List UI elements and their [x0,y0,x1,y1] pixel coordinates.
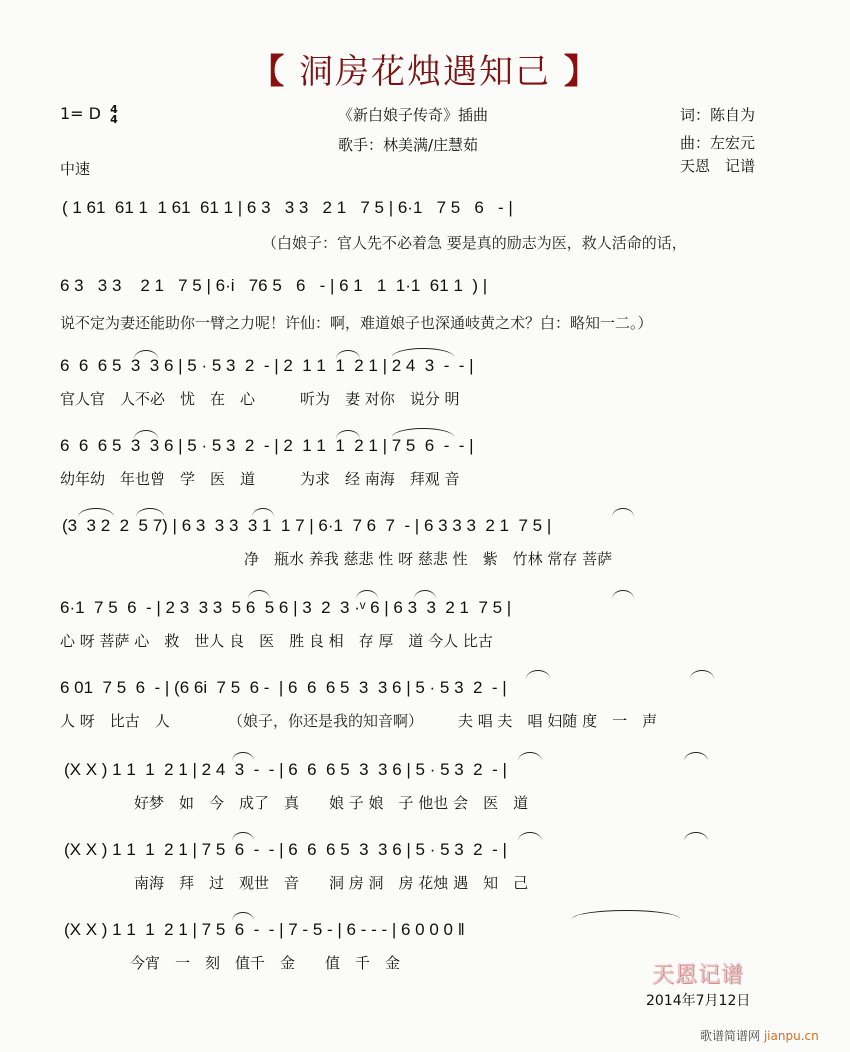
tempo-marking: 中速 [60,160,91,178]
slur-mark [684,752,708,761]
tie-mark [572,910,680,919]
notes-line-5: (3 3 2 2 5 7) | 6 3 3 3 3 1 1 7 | 6·1 7 6 7 - | 6 3 3 3 2 1 7 5 | [62,516,552,535]
score-title [0,44,850,93]
site-name: 歌谱简谱网 [700,1029,761,1043]
notes-line-6: 6·1 7 5 6 - | 2 3 3 3 5 6 5 6 | 3 2 3 ·ᵛ 6 | 6 3 3 2 1 7 5 | [60,598,512,617]
notes-line-2: 6 3 3 3 2 1 7 5 | 6·i 76 5 6 - | 6 1 1 1·1 61 1 ) | [60,276,488,295]
title-bracket-right: 】 [563,52,600,92]
spoken-line-7: （娘子，你还是我的知音啊） [228,712,424,730]
slur-mark [232,832,254,841]
lyrics-line-9: 南海 拜 过 观世 音 洞 房 洞 房 花烛 遇 知 己 [134,874,529,892]
slur-mark [518,752,542,761]
slur-mark [78,508,114,517]
slur-mark [684,832,708,841]
date-label: 2014年7月12日 [646,993,751,1009]
lyricist-label: 词：陈自为 [680,106,756,124]
notes-line-1: ( 1 61 61 1 1 61 61 1 | 6 3 3 3 2 1 7 5 | 6·1 7 5 6 - | [62,198,513,217]
notes-line-10: (X X ) 1 1 1 2 1 | 7 5 6 - - | 7 - 5 - | 6 - - - | 6 0 0 0 ‖ [64,920,465,939]
time-denominator: 4 [110,112,118,126]
tie-mark [392,428,454,437]
transcriber-label: 天恩 记谱 [680,157,756,175]
slur-mark [252,508,274,517]
composer-label: 曲：左宏元 [680,134,756,152]
lyrics-line-6: 心 呀 菩萨 心 救 世人 良 医 胜 良 相 存 厚 道 今人 比古 [60,632,493,650]
lyrics-line-10: 今宵 一 刻 值千 金 值 千 金 [130,954,401,972]
slur-mark [526,670,550,679]
notes-line-4: 6 6 6 5 3 3 6 | 5 · 5 3 2 - | 2 1 1 1 2 1 | 7 5 6 - - | [60,436,474,455]
spoken-line-1: （白娘子：官人先不必着急 要是真的励志为医，救人活命的话， [262,234,687,252]
slur-mark [134,430,158,439]
slur-mark [136,508,164,517]
singers-label: 歌手：林美满/庄慧茹 [338,136,479,154]
notes-line-9: (X X ) 1 1 1 2 1 | 7 5 6 - - | 6 6 6 5 3 3 6 | 5 · 5 3 2 - | [64,840,507,859]
title-bracket-left: 【 [250,52,287,92]
notes-line-7: 6 01 7 5 6 - | (6 6i 7 5 6 - | 6 6 6 5 3 3 6 | 5 · 5 3 2 - | [60,678,507,697]
notes-line-3: 6 6 6 5 3 3 6 | 5 · 5 3 2 - | 2 1 1 1 2 1 | 2 4 3 - - | [60,356,474,375]
lyrics-line-4: 幼年幼 年也曾 学 医 道 为求 经 南海 拜观 音 [60,470,460,488]
key-signature [60,104,118,125]
notes-line-8: (X X ) 1 1 1 2 1 | 2 4 3 - - | 6 6 6 5 3 3 6 | 5 · 5 3 2 - | [64,760,507,779]
slur-mark [690,670,714,679]
slur-mark [356,590,378,599]
lyrics-line-7a: 人 呀 比古 人 [60,712,170,730]
key-label: 1= D [60,104,101,123]
transcriber-stamp: 天恩记谱 [652,963,745,988]
lyrics-line-3: 官人官 人不必 忧 在 心 听为 妻 对你 说分 明 [60,390,460,408]
time-signature [110,102,118,126]
site-watermark [700,1027,819,1044]
source-label: 《新白娘子传奇》插曲 [338,106,489,124]
song-title: 洞房花烛遇知己 [299,52,551,92]
lyrics-line-8: 好梦 如 今 成了 真 娘 子 娘 子 他也 会 医 道 [134,794,529,812]
slur-mark [134,350,158,359]
tie-mark [392,348,454,357]
lyrics-line-5: 净 瓶水 养我 慈悲 性 呀 慈悲 性 紫 竹林 常存 菩萨 [244,550,613,568]
slur-mark [232,912,254,921]
slur-mark [612,508,634,517]
slur-mark [612,590,634,599]
time-numerator: 4 [110,102,118,116]
site-domain: jianpu.cn [763,1029,819,1043]
slur-mark [336,430,360,439]
slur-mark [414,590,436,599]
spoken-line-2: 说不定为妻还能助你一臂之力呢！许仙：啊，难道娘子也深通岐黄之术？白：略知一二。） [60,314,653,332]
slur-mark [248,590,270,599]
slur-mark [232,752,254,761]
slur-mark [336,350,360,359]
slur-mark [518,832,542,841]
lyrics-line-7b: 夫 唱 夫 唱 妇随 度 一 声 [458,712,658,730]
